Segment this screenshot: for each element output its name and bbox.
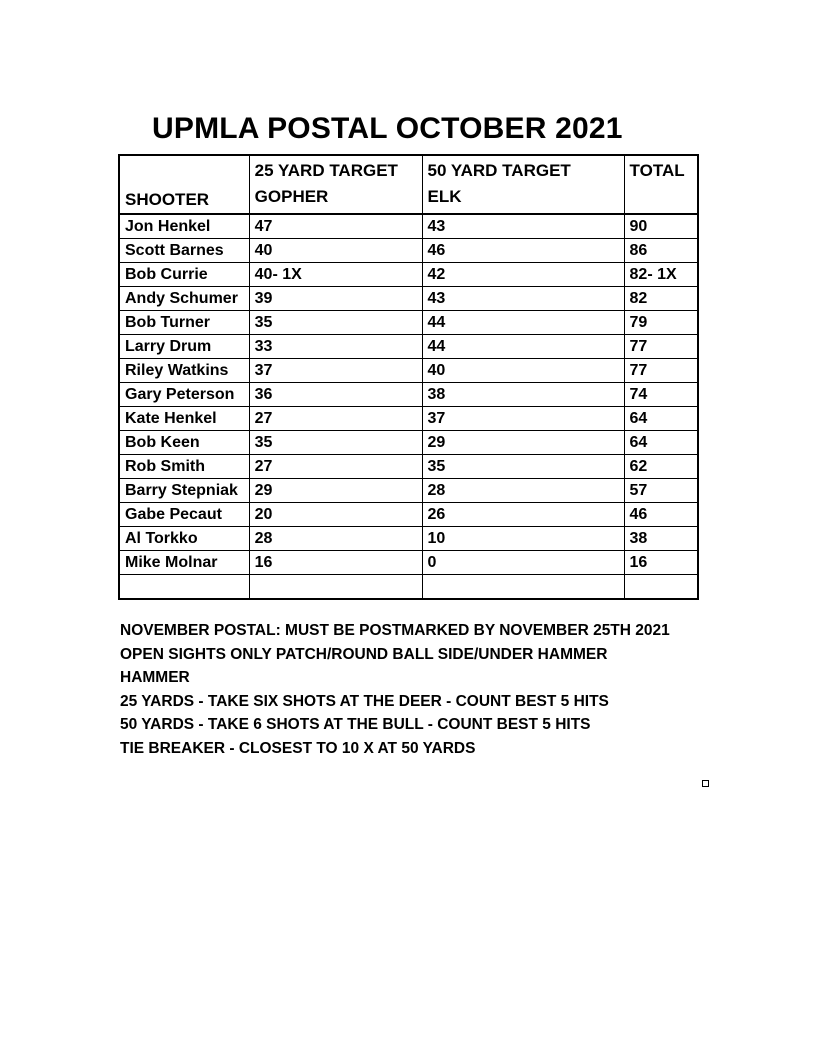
cell-shooter: Jon Henkel <box>119 214 249 239</box>
cell-total: 77 <box>624 335 698 359</box>
cell-shooter: Gary Peterson <box>119 383 249 407</box>
cell-shooter: Andy Schumer <box>119 287 249 311</box>
results-body <box>119 214 698 599</box>
instructions <box>120 619 720 760</box>
cell-total: 46 <box>624 503 698 527</box>
cell-25-yard: 47 <box>249 214 422 239</box>
cell-50-yard: 26 <box>422 503 624 527</box>
cell-shooter <box>119 575 249 600</box>
table-row <box>119 455 698 479</box>
cell-shooter: Mike Molnar <box>119 551 249 575</box>
table-row <box>119 503 698 527</box>
table-row <box>119 263 698 287</box>
cell-total: 64 <box>624 407 698 431</box>
cell-total: 86 <box>624 239 698 263</box>
cell-50-yard: 40 <box>422 359 624 383</box>
cell-shooter: Barry Stepniak <box>119 479 249 503</box>
note-line-5: TIE BREAKER - CLOSEST TO 10 X AT 50 YARDS <box>120 739 476 757</box>
cell-shooter: Rob Smith <box>119 455 249 479</box>
header-shooter <box>119 155 249 214</box>
table-row <box>119 214 698 239</box>
cell-50-yard: 28 <box>422 479 624 503</box>
cell-50-yard: 38 <box>422 383 624 407</box>
table-row <box>119 575 698 600</box>
cell-25-yard: 40- 1X <box>249 263 422 287</box>
cell-25-yard: 27 <box>249 407 422 431</box>
note-line-3: 25 YARDS - TAKE SIX SHOTS AT THE DEER - COUNT BEST 5 HITS <box>120 692 609 710</box>
cell-50-yard: 46 <box>422 239 624 263</box>
cell-total: 62 <box>624 455 698 479</box>
cell-25-yard: 29 <box>249 479 422 503</box>
cell-shooter: Larry Drum <box>119 335 249 359</box>
table-row <box>119 431 698 455</box>
table-row <box>119 479 698 503</box>
cell-shooter: Kate Henkel <box>119 407 249 431</box>
results-table <box>118 154 699 600</box>
header-25-yard-line2: GOPHER <box>254 187 329 206</box>
cell-25-yard: 37 <box>249 359 422 383</box>
header-total <box>624 155 698 214</box>
cell-25-yard: 35 <box>249 431 422 455</box>
cell-total: 57 <box>624 479 698 503</box>
table-header-row <box>119 155 698 214</box>
header-50-yard <box>422 155 624 214</box>
cell-50-yard: 42 <box>422 263 624 287</box>
cell-25-yard: 16 <box>249 551 422 575</box>
cell-shooter: Bob Currie <box>119 263 249 287</box>
cell-total: 79 <box>624 311 698 335</box>
cell-25-yard: 39 <box>249 287 422 311</box>
page-title: UPMLA POSTAL OCTOBER 2021 <box>152 112 623 145</box>
cell-total: 77 <box>624 359 698 383</box>
cell-shooter: Riley Watkins <box>119 359 249 383</box>
cell-25-yard: 20 <box>249 503 422 527</box>
cell-50-yard: 43 <box>422 214 624 239</box>
cell-25-yard: 27 <box>249 455 422 479</box>
cell-50-yard <box>422 575 624 600</box>
cell-50-yard: 37 <box>422 407 624 431</box>
cell-50-yard: 44 <box>422 311 624 335</box>
cell-total: 90 <box>624 214 698 239</box>
table-row <box>119 239 698 263</box>
selection-handle[interactable] <box>702 780 709 787</box>
cell-50-yard: 0 <box>422 551 624 575</box>
header-25-yard-line1: 25 YARD TARGET <box>254 161 398 180</box>
header-50-yard-line2: ELK <box>427 187 462 206</box>
cell-shooter: Al Torkko <box>119 527 249 551</box>
cell-total <box>624 575 698 600</box>
header-total-label: TOTAL <box>629 161 685 180</box>
note-line-1: NOVEMBER POSTAL: MUST BE POSTMARKED BY NOVEMBER 25TH 2021 <box>120 622 670 639</box>
cell-total: 64 <box>624 431 698 455</box>
cell-shooter: Scott Barnes <box>119 239 249 263</box>
cell-50-yard: 29 <box>422 431 624 455</box>
cell-shooter: Bob Keen <box>119 431 249 455</box>
note-line-4: 50 YARDS - TAKE 6 SHOTS AT THE BULL - COUNT BEST 5 HITS <box>120 716 591 733</box>
header-25-yard <box>249 155 422 214</box>
cell-50-yard: 35 <box>422 455 624 479</box>
cell-50-yard: 10 <box>422 527 624 551</box>
table-row <box>119 311 698 335</box>
cell-total: 16 <box>624 551 698 575</box>
cell-total: 38 <box>624 527 698 551</box>
cell-50-yard: 44 <box>422 335 624 359</box>
table-row <box>119 551 698 575</box>
header-50-yard-line1: 50 YARD TARGET <box>427 161 571 180</box>
table-row <box>119 407 698 431</box>
cell-25-yard: 33 <box>249 335 422 359</box>
cell-50-yard: 43 <box>422 287 624 311</box>
cell-25-yard: 36 <box>249 383 422 407</box>
cell-total: 82 <box>624 287 698 311</box>
table-row <box>119 383 698 407</box>
table-row <box>119 359 698 383</box>
note-line-2: OPEN SIGHTS ONLY PATCH/ROUND BALL SIDE/UNDER HAMMER HAMMER <box>120 645 608 686</box>
cell-25-yard: 40 <box>249 239 422 263</box>
cell-total: 82- 1X <box>624 263 698 287</box>
cell-total: 74 <box>624 383 698 407</box>
table-row <box>119 335 698 359</box>
header-shooter-label: SHOOTER <box>125 190 210 209</box>
cell-shooter: Gabe Pecaut <box>119 503 249 527</box>
cell-25-yard: 28 <box>249 527 422 551</box>
table-row <box>119 287 698 311</box>
cell-25-yard <box>249 575 422 600</box>
cell-shooter: Bob Turner <box>119 311 249 335</box>
table-row <box>119 527 698 551</box>
cell-25-yard: 35 <box>249 311 422 335</box>
